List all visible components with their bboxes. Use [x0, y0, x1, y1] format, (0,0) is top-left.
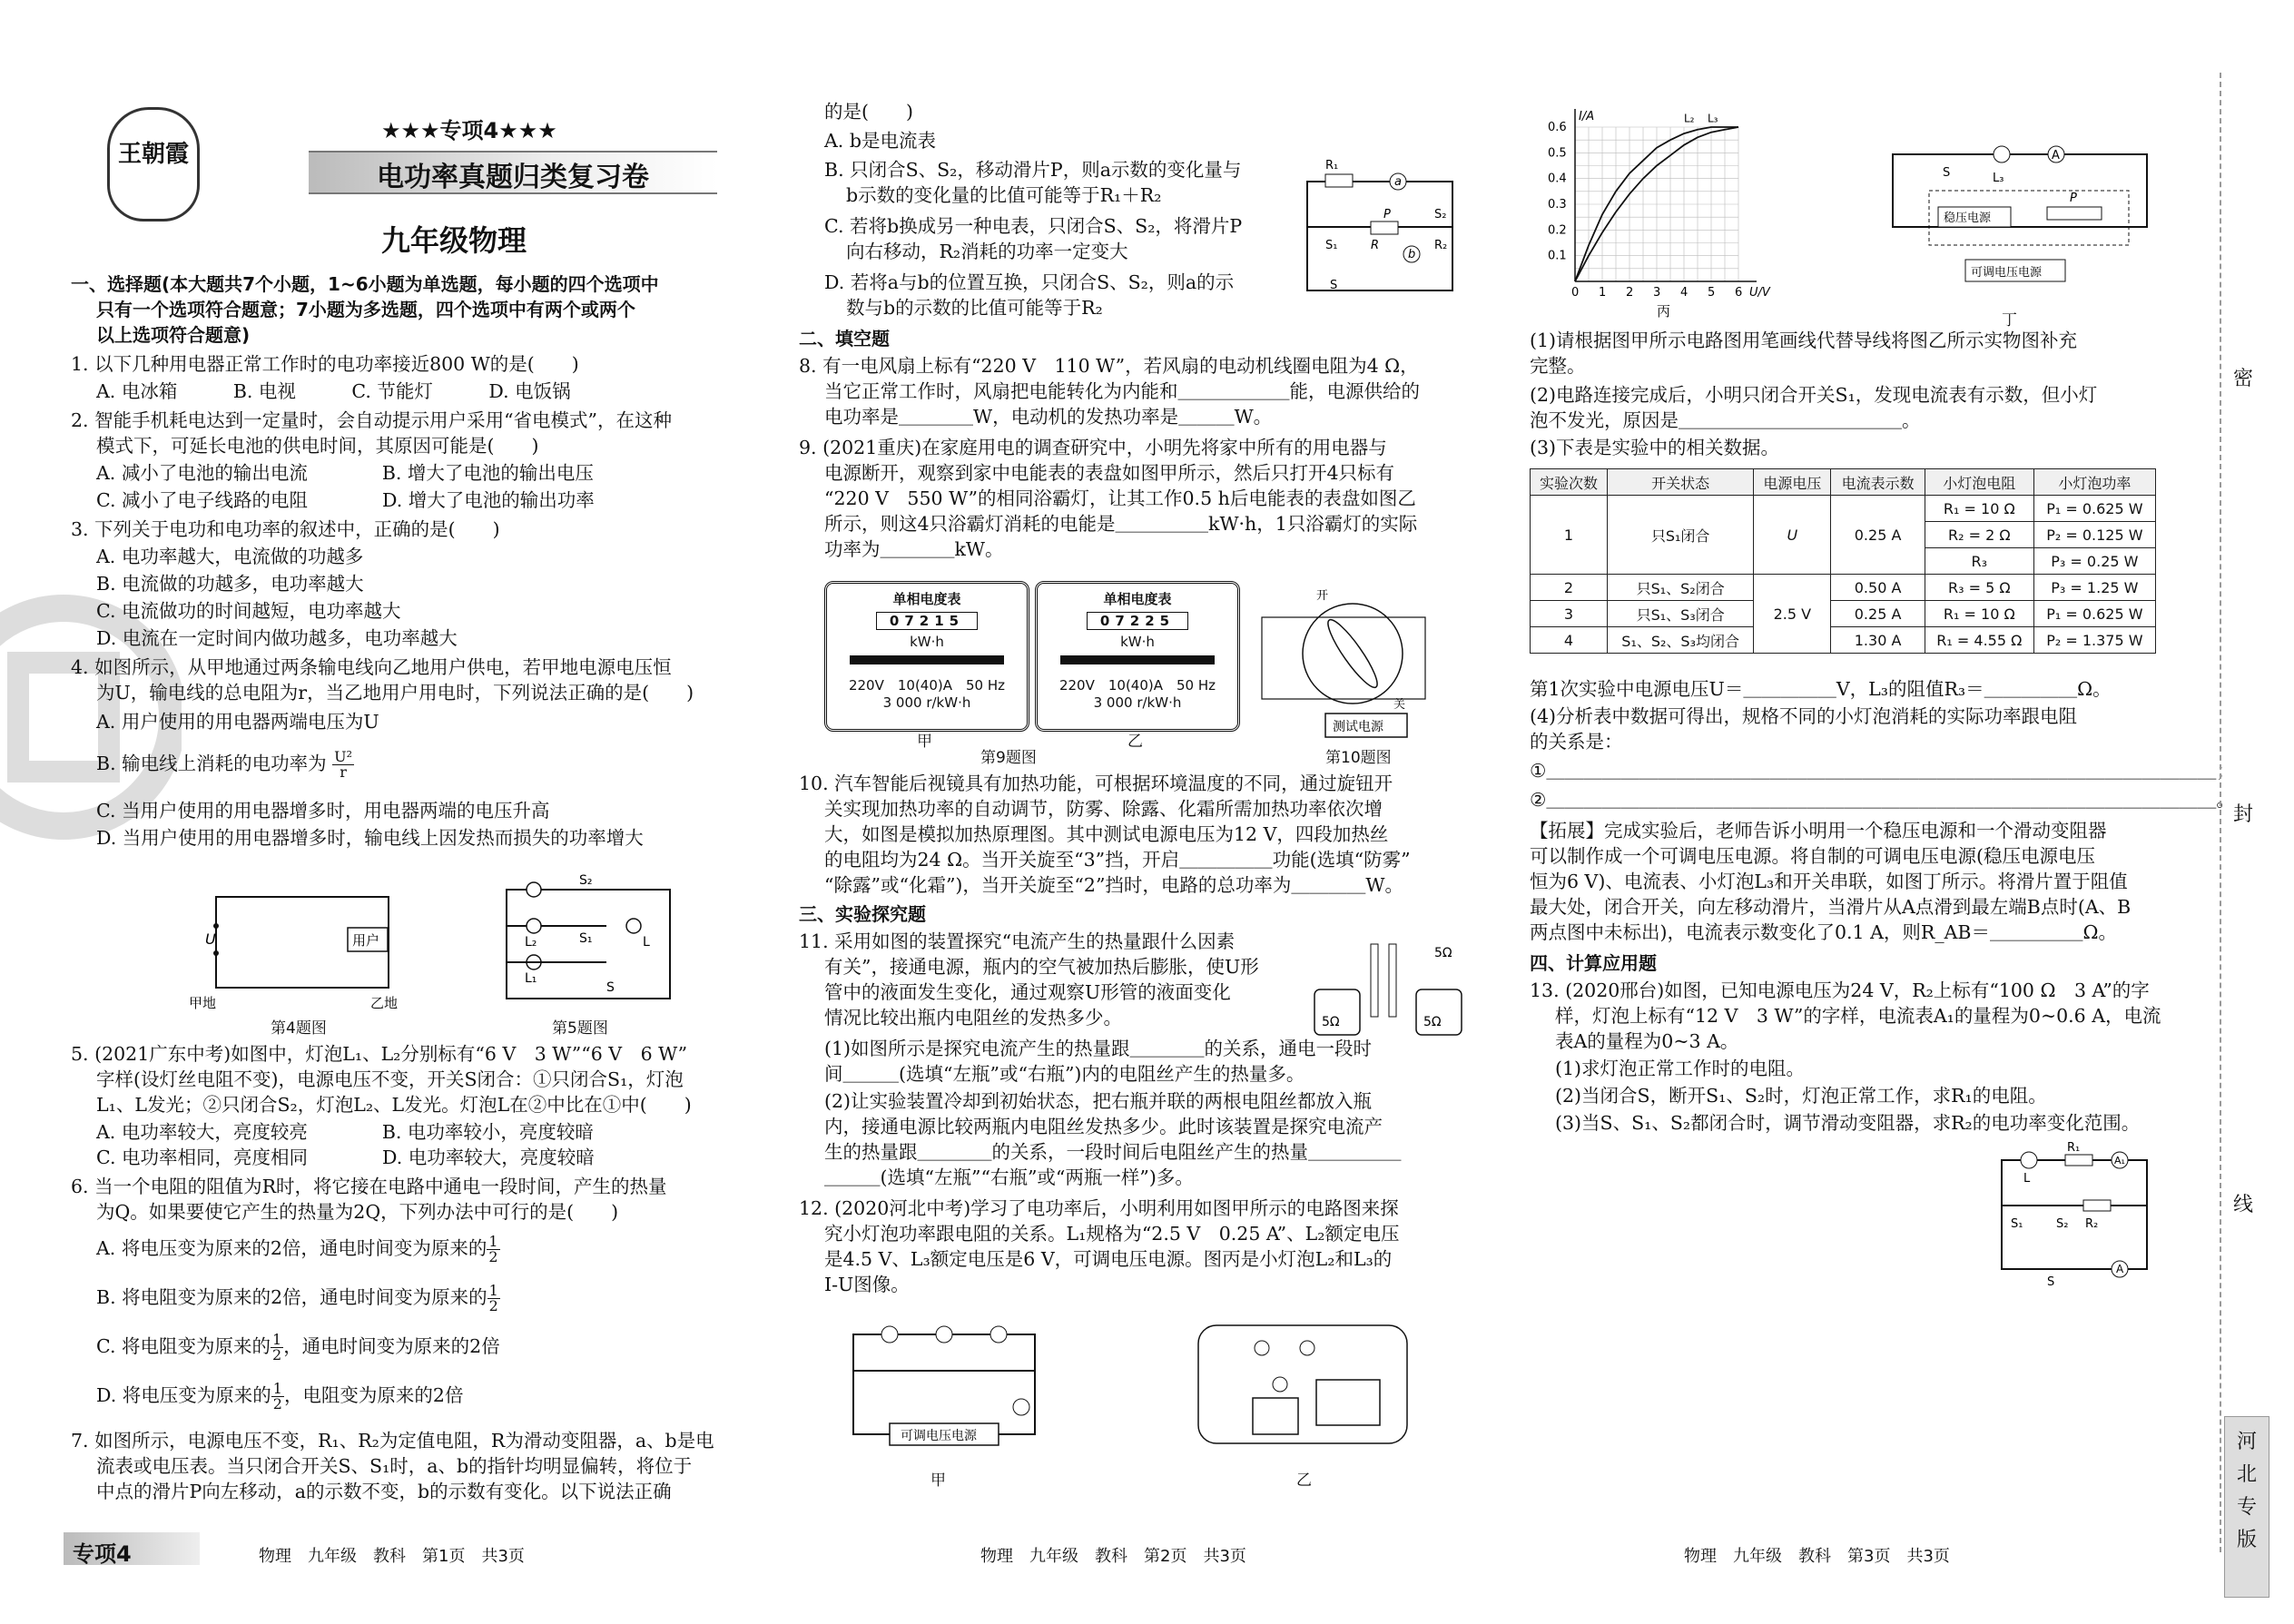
table-cell: R₁ = 10 Ω: [1925, 601, 2033, 627]
fraction-den: 2: [488, 1297, 498, 1314]
meter-b-label: 乙: [1127, 733, 1143, 751]
figure-4-circuit: [189, 890, 407, 1017]
q3-option: C. 电流做功的时间越短，电功率越大: [96, 600, 401, 622]
question-10: 的电阻均为24 Ω。当开关旋至“3”挡，开启＿＿＿＿＿功能(选填“防雾”: [824, 849, 1411, 871]
q6-option-a: A. 将电压变为原来的2倍，通电时间变为原来的: [96, 1237, 487, 1259]
q6-option: [96, 1235, 500, 1265]
table-cell: 0.25 A: [1831, 601, 1925, 627]
fraction-den: r: [340, 763, 347, 781]
question-11: 情况比较出瓶内电阻丝的发热多少。: [824, 1007, 1122, 1029]
fraction-num: 1: [488, 1233, 498, 1250]
q4-option-b: B. 输电线上消耗的电功率为: [96, 753, 327, 774]
q12-part1: 完整。: [1530, 355, 1586, 377]
figure-11-apparatus: [1307, 935, 1480, 1044]
chart-title: 丙: [1657, 303, 1671, 318]
fig7-label-p: P: [1383, 208, 1391, 221]
fig12b-caption: 乙: [1296, 1471, 1312, 1490]
table-cell: P₃ = 0.25 W: [2033, 548, 2155, 575]
question-9: 9. (2021重庆)在家庭用电的调查研究中，小明先将家中所有的用电器与: [799, 437, 1387, 458]
figure-12b-apparatus: [1180, 1307, 1425, 1462]
figure-10-circuit: [1235, 581, 1452, 744]
x-tick-label: 1: [1599, 286, 1607, 300]
fig7-label-r: R: [1371, 239, 1380, 252]
figD-a: A: [2052, 149, 2060, 162]
meter-spec: 220V 10(40)A 50 Hz: [848, 677, 1006, 694]
fig10-on: 开: [1316, 589, 1329, 603]
meter-a: [824, 581, 1029, 732]
q3-option: D. 电流在一定时间内做功越多，电功率越大: [96, 627, 458, 649]
fig5-label-l2: L₂: [525, 935, 537, 950]
q4-option: D. 当用户使用的用电器增多时，输电线上因发热而损失的功率增大: [96, 827, 644, 849]
fig4-caption: 第4题图: [271, 1019, 327, 1038]
table-header: 实验次数: [1531, 469, 1608, 496]
figure-7-circuit: [1289, 154, 1471, 300]
table-cell: R₁ = 10 Ω: [1925, 496, 2033, 522]
question-9: 所示，则这4只浴霸灯消耗的电能是＿＿＿＿＿kW·h，1只浴霸灯的实际: [824, 513, 1418, 535]
meter-b: [1035, 581, 1240, 732]
table-cell: 1: [1531, 496, 1608, 575]
table-header: 小灯泡电阻: [1925, 469, 2033, 496]
fraction-den: 2: [272, 1346, 282, 1363]
seal-char: 密: [2233, 368, 2254, 390]
question-11: 管中的液面发生变化，通过观察U形管的液面变化: [824, 981, 1231, 1003]
q12-extension: 【拓展】完成实验后，老师告诉小明用一个稳压电源和一个滑动变阻器: [1530, 820, 2107, 842]
question-8: 当它正常工作时，风扇把电能转化为内能和＿＿＿＿＿＿能，电源供给的: [824, 380, 1420, 402]
q4-option: A. 用户使用的用电器两端电压为U: [96, 711, 379, 733]
meter-title: 单相电度表: [1103, 591, 1172, 607]
table-cell: 1.30 A: [1831, 627, 1925, 654]
fig7-label-s: S: [1330, 279, 1338, 292]
question-11: (1)如图所示是探究电流产生的热量跟＿＿＿＿的关系，通电一段时: [824, 1038, 1373, 1059]
fraction: [271, 1333, 283, 1363]
q12-part4: 的关系是：: [1530, 731, 1623, 753]
q6-option-d: D. 将电压变为原来的: [96, 1384, 271, 1406]
footer-page-3: 物理 九年级 教科 第3页 共3页: [1684, 1547, 1950, 1566]
answer-line: ②＿＿＿＿＿＿＿＿＿＿＿＿＿＿＿＿＿＿＿＿＿＿＿＿＿＿＿＿＿＿＿＿＿＿＿＿。: [1530, 789, 2235, 811]
fig5-caption: 第5题图: [552, 1019, 608, 1038]
question-7: 中点的滑片P向左移动，a的示数不变，b的示数有变化。以下说法正确: [96, 1481, 672, 1502]
question-12: 12. (2020河北中考)学习了电功率后，小明利用如图甲所示的电路图来探: [799, 1197, 1399, 1219]
question-5: 5. (2021广东中考)如图中，灯泡L₁、L₂分别标有“6 V 3 W”“6 V 6 W”: [71, 1043, 688, 1065]
q7-option: 数与b的示数的比值可能等于R₂: [846, 297, 1103, 319]
question-4: 4. 如图所示，从甲地通过两条输电线向乙地用户供电，若甲地电源电压恒: [71, 656, 672, 678]
fraction: [487, 1235, 499, 1265]
meter-spec: 220V 10(40)A 50 Hz: [1058, 677, 1216, 694]
question-13: 13. (2020邢台)如图，已知电源电压为24 V，R₂上标有“100 Ω 3 A”的字: [1530, 979, 2150, 1001]
question-5: L₁、L发光；②只闭合S₂，灯泡L₂、L发光。灯泡L在②中比在①中( ): [96, 1094, 692, 1116]
fig12a-caption: 甲: [930, 1471, 946, 1490]
footer-page-2: 物理 九年级 教科 第2页 共3页: [980, 1547, 1246, 1566]
table-cell: 0.25 A: [1831, 496, 1925, 575]
table-cell: R₁ = 4.55 Ω: [1925, 627, 2033, 654]
header-badge: ★★★专项4★★★: [381, 118, 557, 143]
question-12: 是4.5 V、L₃额定电压是6 V，可调电压电源。图丙是小灯泡L₂和L₃的: [824, 1248, 1393, 1270]
fraction-den: 2: [272, 1395, 282, 1412]
q6-option: [96, 1284, 500, 1314]
q6-option-d-tail: ，电阻变为原来的2倍: [283, 1384, 464, 1406]
brand-logo-text: 王朝霞: [117, 141, 189, 168]
table-header: 电源电压: [1754, 469, 1831, 496]
fig13-a: A: [2116, 1263, 2124, 1275]
question-11: 有关”，接通电源，瓶内的空气被加热后膨胀，使U形: [824, 956, 1259, 978]
meter-unit: kW·h: [1120, 634, 1155, 650]
meter-rev: 3 000 r/kW·h: [882, 694, 971, 711]
question-11: ＿＿＿(选填“左瓶”“右瓶”或“两瓶一样”)多。: [824, 1166, 1194, 1188]
question-13: 表A的量程为0~3 A。: [1555, 1030, 1739, 1052]
section-heading: 二、填空题: [799, 328, 890, 349]
edition-char: 北: [2236, 1463, 2257, 1486]
seal-char: 线: [2233, 1194, 2254, 1216]
question-5: 字样(设灯丝电阻不变)，电源电压不变，开关S闭合：①只闭合S₁，灯泡: [96, 1068, 684, 1090]
iu-chart: [1539, 100, 1775, 318]
table-cell: 只S₁闭合: [1607, 496, 1753, 575]
x-tick-label: 0: [1571, 286, 1580, 300]
fig9-caption: 第9题图: [980, 749, 1037, 767]
section-heading: 一、选择题(本大题共7个小题，1~6小题为单选题，每小题的四个选项中: [71, 273, 659, 295]
q2-options: A. 减小了电池的输出电流 B. 增大了电池的输出电压: [96, 462, 594, 484]
section-heading: 四、计算应用题: [1530, 952, 1657, 974]
fraction: [487, 1284, 500, 1314]
data-table: [1530, 468, 2156, 654]
meter-a-digits: 07215: [876, 612, 978, 630]
q7-option: 向右移动，R₂消耗的功率一定变大: [846, 241, 1128, 262]
question-7: 7. 如图所示，电源电压不变，R₁、R₂为定值电阻，R为滑动变阻器，a、b是电: [71, 1430, 714, 1452]
q13-part: (1)求灯泡正常工作时的电阻。: [1555, 1058, 1806, 1079]
question-10: 大，如图是模拟加热原理图。其中测试电源电压为12 V，四段加热丝: [824, 823, 1389, 845]
page-subtitle: 九年级物理: [381, 223, 527, 258]
fig13-r2: R₂: [2085, 1217, 2099, 1231]
table-cell: P₁ = 0.625 W: [2033, 601, 2155, 627]
x-tick-label: 5: [1708, 286, 1716, 300]
question-8: 8. 有一电风扇上标有“220 V 110 W”，若风扇的电动机线圈电阻为4 Ω，: [799, 355, 1419, 377]
q5-options: A. 电功率较大，亮度较亮 B. 电功率较小，亮度较暗: [96, 1121, 594, 1143]
q7-option: D. 若将a与b的位置互换，只闭合S、S₂，则a的示: [824, 271, 1235, 293]
edition-char: 河: [2236, 1431, 2257, 1453]
figure-5-circuit: [488, 871, 688, 1017]
question-9: 功率为＿＿＿＿kW。: [824, 538, 1004, 560]
table-cell: 4: [1531, 627, 1608, 654]
fig10-box: 测试电源: [1333, 720, 1383, 734]
table-cell: R₂ = 2 Ω: [1925, 522, 2033, 548]
y-axis-label: I/A: [1579, 110, 1595, 123]
footer-badge-text: 专项4: [73, 1541, 132, 1567]
series-label: L₂: [1684, 112, 1695, 125]
q7-option: A. b是电流表: [824, 130, 936, 152]
table-row: [1531, 601, 2156, 627]
table-cell: 2: [1531, 575, 1608, 601]
table-cell: 2.5 V: [1754, 575, 1831, 654]
question-1: 1. 以下几种用电器正常工作时的电功率接近800 W的是( ): [71, 353, 579, 375]
figD-caption: 丁: [2002, 311, 2017, 330]
meter-b-digits: 07225: [1087, 612, 1188, 630]
fig4-label-u: U: [205, 930, 216, 948]
q6-option-b: B. 将电阻变为原来的2倍，通电时间变为原来的: [96, 1286, 487, 1308]
page-title: 电功率真题归类复习卷: [377, 162, 649, 193]
q12-part2: 泡不发光，原因是＿＿＿＿＿＿＿＿＿＿＿＿。: [1530, 409, 1921, 431]
fig12-box: 可调电压电源: [901, 1429, 977, 1443]
fig5-label-s: S: [606, 980, 615, 995]
figure-12a-circuit: [835, 1307, 1062, 1462]
question-10: 关实现加热功率的自动调节，防雾、除露、化霜所需加热功率依次增: [824, 798, 1383, 820]
table-header-row: [1531, 469, 2156, 496]
question-13: 样，灯泡上标有“12 V 3 W”的字样，电流表A₁的量程为0~0.6 A，电流: [1555, 1005, 2161, 1027]
brand-logo: [107, 107, 200, 221]
q4-option: [96, 750, 354, 780]
q6-option: [96, 1333, 500, 1363]
question-10: “除露”或“化霜”)，当开关旋至“2”挡时，电路的总功率为＿＿＿＿W。: [824, 874, 1403, 896]
fraction: [271, 1382, 284, 1412]
q12-part1: (1)请根据图甲所示电路图用笔画线代替导线将图乙所示实物图补充: [1530, 330, 2078, 351]
q5-options: C. 电功率相同，亮度相同 D. 电功率较大，亮度较暗: [96, 1147, 595, 1168]
table-header: 小灯泡功率: [2033, 469, 2155, 496]
q12-part3: (3)下表是实验中的相关数据。: [1530, 437, 1780, 458]
q12-extension: 恒为6 V)、电流表、小灯泡L₃和开关串联，如图丁所示。将滑片置于阻值: [1530, 871, 2128, 892]
x-tick-label: 2: [1626, 286, 1634, 300]
section-heading: 以上选项符合题意): [96, 324, 251, 346]
fraction: [332, 750, 354, 780]
fig7-label-r1: R₁: [1325, 159, 1339, 172]
table-row: [1531, 575, 2156, 601]
q2-options: C. 减小了电子线路的电阻 D. 增大了电池的输出功率: [96, 489, 595, 511]
q1-options: A. 电冰箱 B. 电视 C. 节能灯 D. 电饭锅: [96, 380, 571, 402]
q3-option: B. 电流做的功越多，电功率越大: [96, 573, 364, 595]
y-tick-label: 0.2: [1548, 223, 1567, 238]
fig5-label-s2: S₂: [579, 873, 593, 888]
q12-extension: 最大处，闭合开关，向左移动滑片，当滑片从A点滑到最左端B点时(A、B: [1530, 896, 2132, 918]
fig7-label-r2: R₂: [1434, 239, 1448, 252]
question-6: 6. 当一个电阻的阻值为R时，将它接在电路中通电一段时间，产生的热量: [71, 1176, 667, 1197]
figure-12d-circuit: [1875, 136, 2174, 300]
fraction-den: 2: [488, 1248, 498, 1265]
question-9: “220 V 550 W”的相同浴霸灯，让其工作0.5 h后电能表的表盘如图乙: [824, 487, 1416, 509]
table-cell: U: [1754, 496, 1831, 575]
question-3: 3. 下列关于电功和电功率的叙述中，正确的是( ): [71, 518, 500, 540]
fig13-s: S: [2047, 1275, 2055, 1287]
fig11-r1: 5Ω: [1322, 1015, 1340, 1029]
figure-13-circuit: [1984, 1142, 2165, 1287]
question-11: 生的热量跟＿＿＿＿的关系，一段时间后电阻丝产生的热量＿＿＿＿＿: [824, 1141, 1402, 1163]
q6-option-c-tail: ，通电时间变为原来的2倍: [283, 1335, 500, 1357]
table-header: 开关状态: [1607, 469, 1753, 496]
fig5-label-l: L: [643, 935, 650, 950]
table-row: [1531, 627, 2156, 654]
fig5-label-l1: L₁: [525, 971, 537, 986]
fig7-label-b: b: [1408, 248, 1416, 261]
y-tick-label: 0.6: [1548, 121, 1567, 134]
meter-a-label: 甲: [917, 733, 932, 751]
q12-part4: (4)分析表中数据可得出，规格不同的小灯泡消耗的实际功率跟电阻: [1530, 705, 2078, 727]
table-cell: P₃ = 1.25 W: [2033, 575, 2155, 601]
meter-rev: 3 000 r/kW·h: [1093, 694, 1182, 711]
q4-option: C. 当用户使用的用电器增多时，用电器两端的电压升高: [96, 800, 550, 822]
fig7-label-a: a: [1394, 175, 1402, 189]
q12-extension: 两点图中未标出)，电流表示数变化了0.1 A，则R_AB＝＿＿＿＿＿Ω。: [1530, 921, 2117, 943]
fig10-off: 关: [1393, 698, 1406, 712]
question-12: 究小灯泡功率跟电阻的关系。L₁规格为“2.5 V 0.25 A”、L₂额定电压: [824, 1223, 1400, 1245]
x-tick-label: 3: [1653, 286, 1661, 300]
section-heading: 三、实验探究题: [799, 903, 926, 925]
question-8: 电功率是＿＿＿＿W，电动机的发热功率是＿＿＿W。: [824, 406, 1273, 428]
question-7: 流表或电压表。当只闭合开关S、S₁时，a、b的指针均明显偏转，将位于: [96, 1455, 693, 1477]
q7-option: B. 只闭合S、S₂，移动滑片P，则a示数的变化量与: [824, 159, 1242, 181]
fig13-s2: S₂: [2056, 1217, 2069, 1231]
footer-page-1: 物理 九年级 教科 第1页 共3页: [259, 1547, 525, 1566]
question-9: 电源断开，观察到家中电能表的表盘如图甲所示，然后只打开4只标有: [824, 462, 1395, 484]
fig4-label-user: 用户: [352, 932, 380, 949]
table-cell: R₃ = 5 Ω: [1925, 575, 2033, 601]
table-cell: P₁ = 0.625 W: [2033, 496, 2155, 522]
question-6: 为Q。如果要使它产生的热量为2Q，下列办法中可行的是( ): [96, 1201, 619, 1223]
fig5-label-s1: S₁: [579, 931, 593, 946]
figD-s: S: [1943, 166, 1951, 180]
x-tick-label: 4: [1680, 286, 1689, 300]
figD-p: P: [2070, 192, 2077, 205]
y-tick-label: 0.1: [1548, 249, 1567, 263]
q6-option: [96, 1382, 463, 1412]
table-cell: S₁、S₂、S₃均闭合: [1607, 627, 1753, 654]
table-cell: 0.50 A: [1831, 575, 1925, 601]
q7-option: b示数的变化量的比值可能等于R₁＋R₂: [846, 184, 1162, 206]
seal-char: 封: [2233, 803, 2254, 826]
y-tick-label: 0.4: [1548, 172, 1567, 186]
q12-extension: 可以制作成一个可调电压电源。将自制的可调电压电源(稳压电源电压: [1530, 845, 2095, 867]
table-cell: R₃: [1925, 548, 2033, 575]
figD-src: 稳压电源: [1944, 212, 1992, 225]
fig4-label-a: 甲地: [189, 995, 217, 1011]
question-11: 11. 采用如图的装置探究“电流产生的热量跟什么因素: [799, 930, 1236, 952]
q6-option-c: C. 将电阻变为原来的: [96, 1335, 271, 1357]
table-cell: 3: [1531, 601, 1608, 627]
fraction-num: 1: [272, 1331, 282, 1348]
y-tick-label: 0.5: [1548, 146, 1567, 161]
x-tick-label: 6: [1735, 286, 1743, 300]
q7-tail: 的是( ): [824, 101, 913, 123]
question-11: 内，接通电源比较两瓶内电阻丝发热多少。此时该装置是探究电流产: [824, 1116, 1383, 1137]
figD-adj: 可调电压电源: [1971, 266, 2043, 280]
fig7-label-s1: S₁: [1325, 239, 1338, 252]
fig11-r2: 5Ω: [1423, 1015, 1442, 1029]
question-2: 2. 智能手机耗电达到一定量时，会自动提示用户采用“省电模式”，在这种: [71, 409, 673, 431]
fraction-num: 1: [488, 1282, 498, 1299]
fig13-s1: S₁: [2011, 1217, 2023, 1231]
x-axis-label: U/V: [1749, 286, 1770, 300]
side-line: [2220, 73, 2221, 1552]
fraction-num: 1: [272, 1380, 282, 1397]
edition-tag: [2224, 1416, 2269, 1598]
fig4-label-b: 乙地: [370, 995, 399, 1011]
q12-part2: (2)电路连接完成后，小明只闭合开关S₁，发现电流表有示数，但小灯: [1530, 384, 2098, 406]
table-cell: P₂ = 1.375 W: [2033, 627, 2155, 654]
fig13-r1: R₁: [2067, 1142, 2081, 1155]
edition-char: 版: [2236, 1529, 2257, 1551]
question-2: 模式下，可延长电池的供电时间，其原因可能是( ): [96, 435, 539, 457]
question-12: I-U图像。: [824, 1274, 910, 1295]
question-11: (2)让实验装置冷却到初始状态，把右瓶并联的两根电阻丝都放入瓶: [824, 1090, 1373, 1112]
figD-l3: L₃: [1993, 172, 2004, 185]
section-heading: 只有一个选项符合题意；7小题为多选题，四个选项中有两个或两个: [96, 299, 635, 320]
question-11: 间＿＿＿(选填“左瓶”或“右瓶”)内的电阻丝产生的热量多。: [824, 1063, 1305, 1085]
table-cell: P₂ = 0.125 W: [2033, 522, 2155, 548]
fig13-l: L: [2023, 1172, 2031, 1186]
q13-part: (3)当S、S₁、S₂都闭合时，调节滑动变阻器，求R₂的电功率变化范围。: [1555, 1112, 2141, 1134]
fig7-label-s2: S₂: [1434, 208, 1447, 221]
fraction-num: U²: [334, 748, 353, 765]
table-header: 电流表示数: [1831, 469, 1925, 496]
table-cell: 只S₁、S₂闭合: [1607, 575, 1753, 601]
answer-line: ①＿＿＿＿＿＿＿＿＿＿＿＿＿＿＿＿＿＿＿＿＿＿＿＿＿＿＿＿＿＿＿＿＿＿＿＿；: [1530, 760, 2235, 782]
fig11-r3: 5Ω: [1434, 946, 1452, 960]
q12-part3: 第1次实验中电源电压U＝＿＿＿＿＿V，L₃的阻值R₃＝＿＿＿＿＿Ω。: [1530, 678, 2112, 700]
meter-unit: kW·h: [910, 634, 944, 650]
fig10-caption: 第10题图: [1325, 749, 1392, 767]
q13-part: (2)当闭合S，断开S₁、S₂时，灯泡正常工作，求R₁的电阻。: [1555, 1085, 2047, 1107]
fig13-a1: A₁: [2114, 1155, 2125, 1166]
question-10: 10. 汽车智能后视镜具有加热功能，可根据环境温度的不同，通过旋钮开: [799, 773, 1393, 794]
q7-option: C. 若将b换成另一种电表，只闭合S、S₂，将滑片P: [824, 215, 1243, 237]
y-tick-label: 0.3: [1548, 198, 1567, 212]
q3-option: A. 电功率越大，电流做的功越多: [96, 546, 364, 567]
question-4: 为U，输电线的总电阻为r，当乙地用户用电时，下列说法正确的是( ): [96, 682, 694, 704]
edition-char: 专: [2236, 1496, 2257, 1519]
meter-title: 单相电度表: [892, 591, 961, 607]
table-row: [1531, 496, 2156, 522]
series-label: L₃: [1708, 112, 1718, 125]
table-cell: 只S₁、S₃闭合: [1607, 601, 1753, 627]
